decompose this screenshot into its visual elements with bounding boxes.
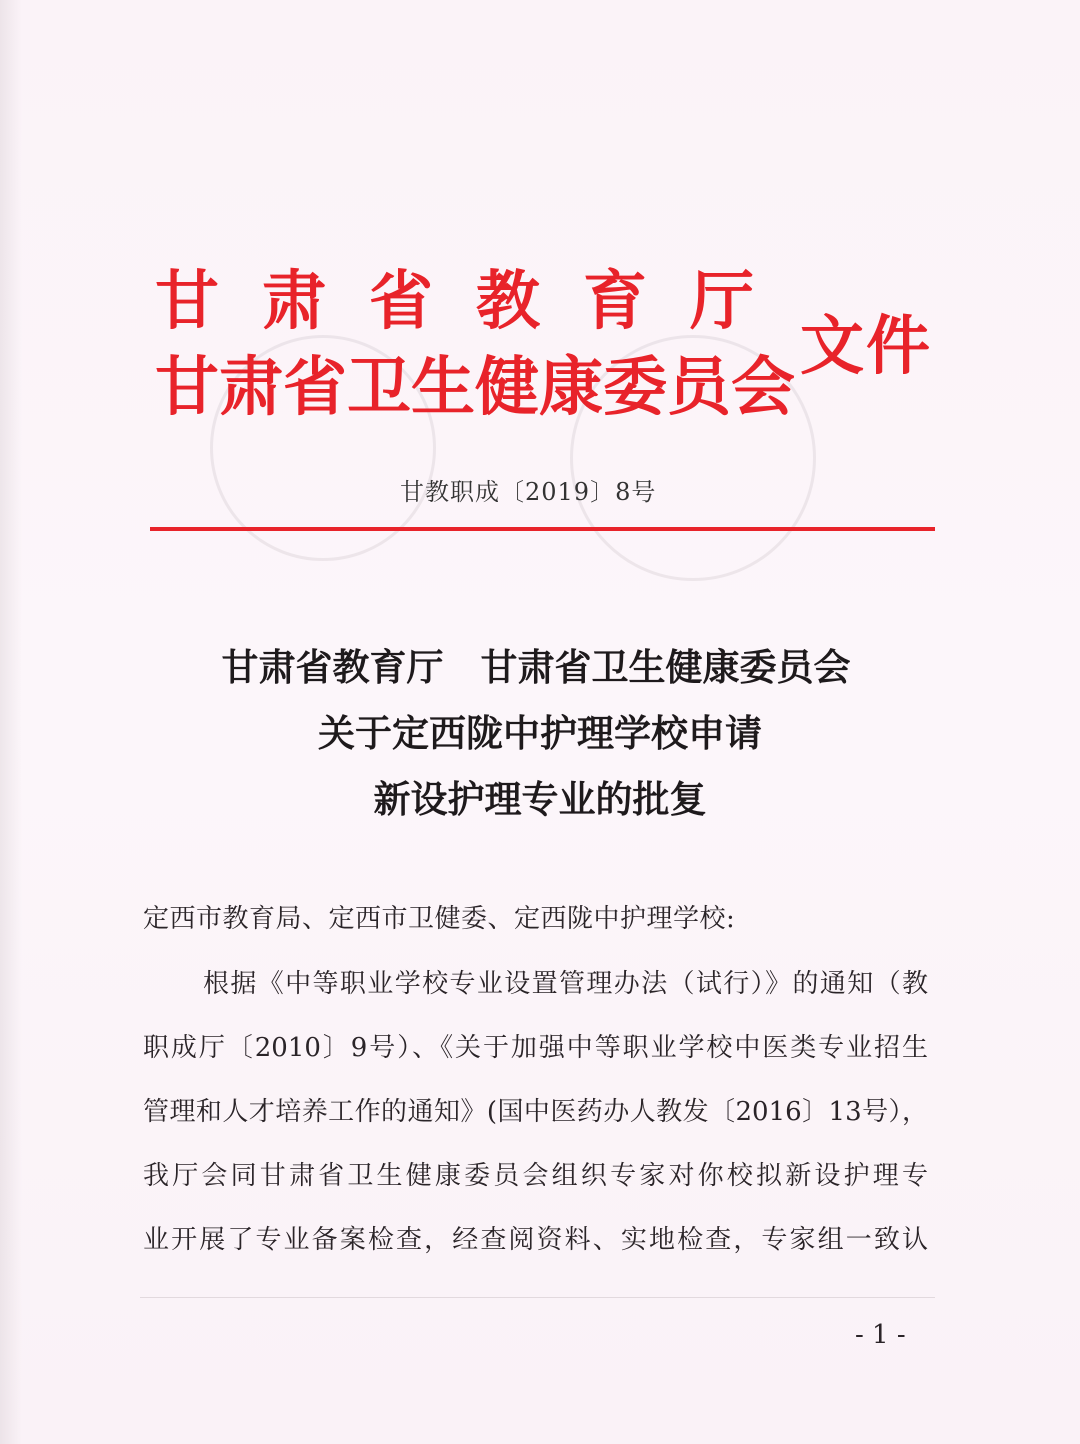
document-number: 甘教职成〔2019〕8号 — [400, 478, 657, 506]
red-separator-line — [150, 527, 935, 531]
title-line-3: 新设护理专业的批复 — [373, 777, 707, 821]
body-line-2: 职成厅〔2010〕9号）、《关于加强中等职业学校中医类专业招生 — [143, 1033, 928, 1063]
page-number: - 1 - — [855, 1320, 906, 1350]
footer-faint-rule — [140, 1297, 935, 1298]
body-line-1: 根据《中等职业学校专业设置管理办法（试行）》的通知（教 — [203, 969, 928, 999]
header-doc-label: 文件 — [800, 309, 932, 384]
header-org-education-dept: 甘肃省教育厅 — [155, 264, 797, 339]
body-line-4: 我厅会同甘肃省卫生健康委员会组织专家对你校拟新设护理专 — [143, 1161, 928, 1191]
title-line-2: 关于定西陇中护理学校申请 — [318, 711, 762, 755]
body-line-3: 管理和人才培养工作的通知》(国中医药办人教发〔2016〕13号）， — [143, 1097, 928, 1127]
addressee: 定西市教育局、定西市卫健委、定西陇中护理学校: — [143, 904, 736, 934]
header-org-health-commission: 甘肃省卫生健康委员会 — [155, 350, 795, 425]
body-line-5: 业开展了专业备案检查，经查阅资料、实地检查，专家组一致认 — [143, 1225, 928, 1255]
title-line-1: 甘肃省教育厅 甘肃省卫生健康委员会 — [221, 645, 851, 689]
